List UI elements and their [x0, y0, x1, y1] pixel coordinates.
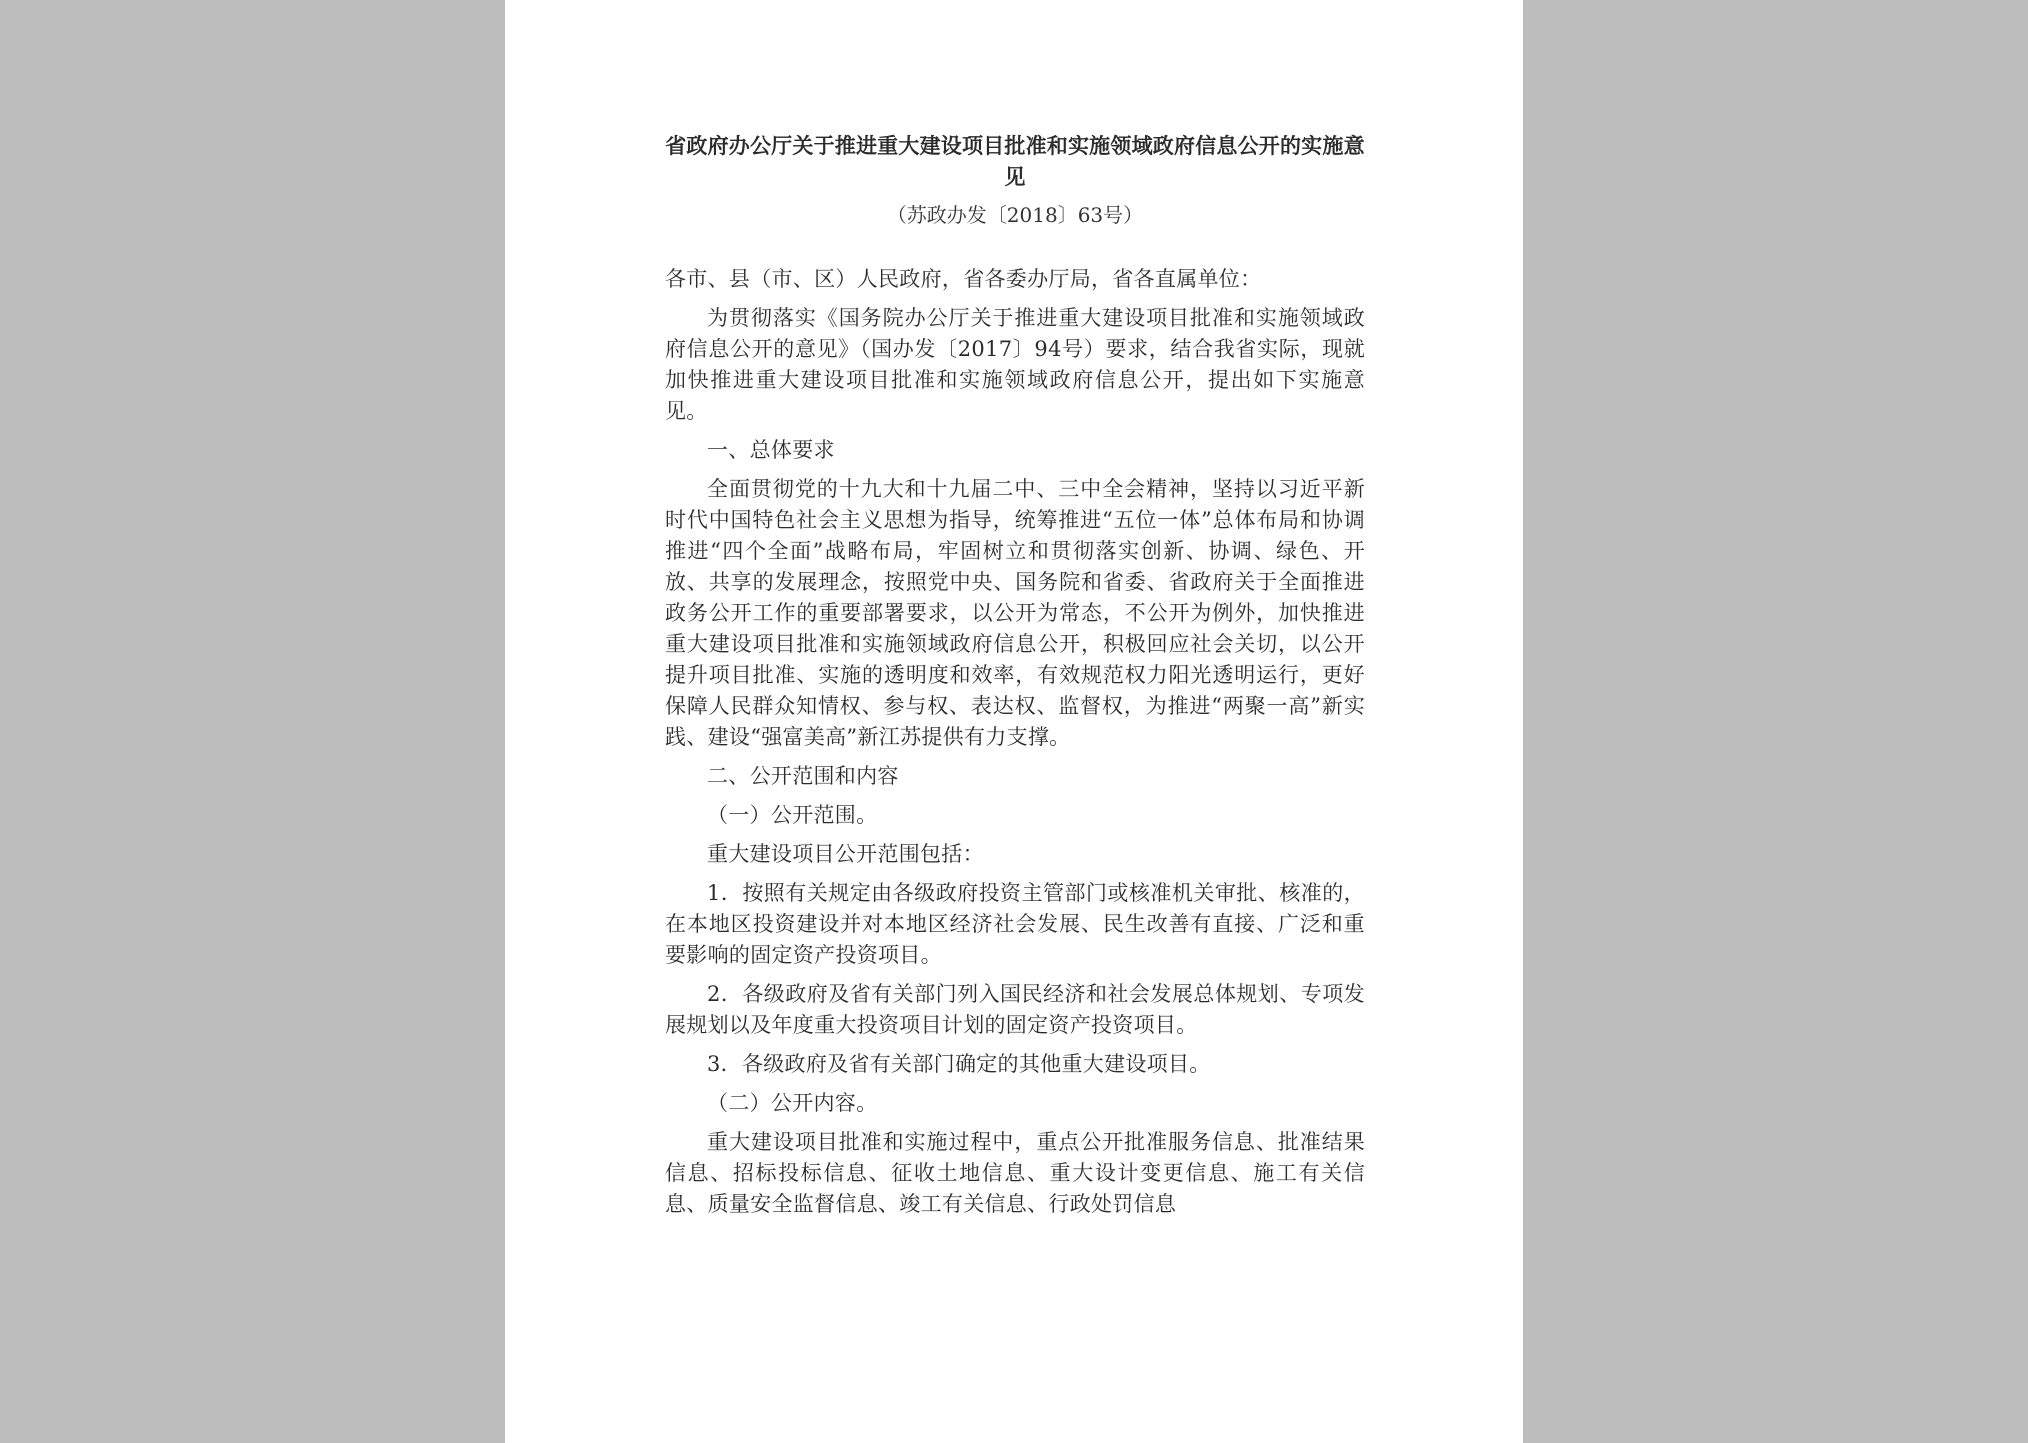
- salutation: 各市、县（市、区）人民政府，省各委办厅局，省各直属单位：: [665, 267, 1262, 291]
- scope-intro-paragraph: 重大建设项目公开范围包括：: [707, 842, 984, 866]
- document-number: （苏政办发〔2018〕63号）: [886, 203, 1144, 227]
- intro-paragraph: 为贯彻落实《国务院办公厅关于推进重大建设项目批准和实施领域政府信息公开的意见》（国办发〔2017〕94号）要求，结合我省实际，现就加快推进重大建设项目批准和实施领域政府信息公开，提出如下实施意见。: [665, 306, 1365, 423]
- scope-item-1: 1．按照有关规定由各级政府投资主管部门或核准机关审批、核准的，在本地区投资建设并对本地区经济社会发展、民生改善有直接、广泛和重要影响的固定资产投资项目。: [665, 881, 1365, 967]
- section-2-heading: 二、公开范围和内容: [707, 764, 899, 788]
- scope-item-3: 3．各级政府及省有关部门确定的其他重大建设项目。: [707, 1052, 1211, 1076]
- scope-item-2: 2．各级政府及省有关部门列入国民经济和社会发展总体规划、专项发展规划以及年度重大投资项目计划的固定资产投资项目。: [665, 982, 1365, 1037]
- section-1-paragraph: 全面贯彻党的十九大和十九届二中、三中全会精神，坚持以习近平新时代中国特色社会主义思想为指导，统筹推进“五位一体”总体布局和协调推进“四个全面”战略布局，牢固树立和贯彻落实创新、协调、绿色、开放、共享的发展理念，按照党中央、国务院和省委、省政府关于全面推进政务公开工作的重要部署要求，以公开为常态，不公开为例外，加快推进重大建设项目批准和实施领域政府信息公开，积极回应社会关切，以公开提升项目批准、实施的透明度和效率，有效规范权力阳光透明运行，更好保障人民群众知情权、参与权、表达权、监督权，为推进“两聚一高”新实践、建设“强富美高”新江苏提供有力支撑。: [665, 477, 1365, 749]
- document-page: [505, 0, 1523, 1443]
- subsection-1-heading: （一）公开范围。: [707, 803, 878, 827]
- document-title: 省政府办公厅关于推进重大建设项目批准和实施领域政府信息公开的实施意见: [665, 133, 1365, 189]
- section-1-heading: 一、总体要求: [707, 438, 835, 462]
- subsection-2-heading: （二）公开内容。: [707, 1091, 878, 1115]
- document-content: [665, 130, 1365, 1220]
- content-paragraph: 重大建设项目批准和实施过程中，重点公开批准服务信息、批准结果信息、招标投标信息、征收土地信息、重大设计变更信息、施工有关信息、质量安全监督信息、竣工有关信息、行政处罚信息: [665, 1130, 1365, 1216]
